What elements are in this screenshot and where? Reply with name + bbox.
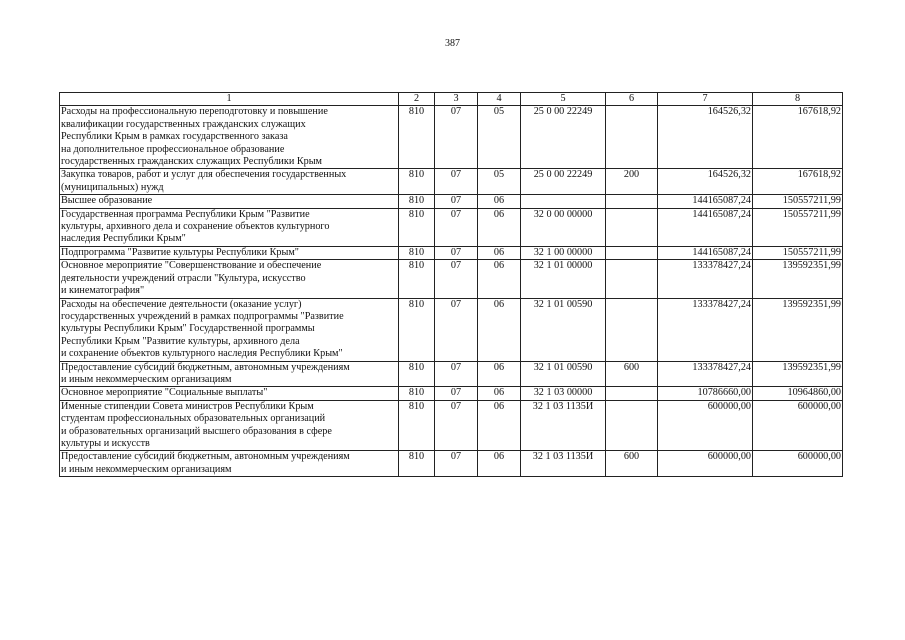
- row-expense-type-cell: [606, 195, 658, 208]
- row-amount-year2-cell: 600000,00: [753, 400, 843, 451]
- row-subsection-cell: 06: [478, 195, 521, 208]
- row-code-cell: 810: [399, 451, 435, 477]
- row-amount-year1-cell: 164526,32: [658, 169, 753, 195]
- row-amount-year1-cell: 144165087,24: [658, 208, 753, 246]
- row-amount-year2-cell: 150557211,99: [753, 208, 843, 246]
- row-amount-year1-cell: 600000,00: [658, 400, 753, 451]
- row-expense-type-cell: [606, 298, 658, 361]
- row-section-cell: 07: [435, 106, 478, 169]
- row-subsection-cell: 05: [478, 106, 521, 169]
- row-code-cell: 810: [399, 361, 435, 387]
- row-section-cell: 07: [435, 361, 478, 387]
- table-row: [60, 260, 843, 298]
- row-code-cell: 810: [399, 106, 435, 169]
- table-row: [60, 400, 843, 451]
- row-section-cell: 07: [435, 246, 478, 259]
- row-code-cell: 810: [399, 387, 435, 400]
- row-target-article-cell: 32 1 03 1135И: [521, 400, 606, 451]
- table-row: [60, 451, 843, 477]
- row-name-cell: Расходы на профессиональную переподготовку и повышение квалификации государственных гражданских служащих Республики Крым в рамках государственного заказа на дополнительное профессиональное образование государственных гражданских служащих Республики Крым: [60, 106, 399, 169]
- row-target-article-cell: 32 1 03 00000: [521, 387, 606, 400]
- row-amount-year2-cell: 139592351,99: [753, 260, 843, 298]
- row-expense-type-cell: 600: [606, 451, 658, 477]
- column-header-5: 5: [521, 93, 606, 106]
- row-subsection-cell: 06: [478, 260, 521, 298]
- row-amount-year1-cell: 600000,00: [658, 451, 753, 477]
- row-subsection-cell: 06: [478, 208, 521, 246]
- row-expense-type-cell: [606, 260, 658, 298]
- row-amount-year1-cell: 133378427,24: [658, 260, 753, 298]
- row-code-cell: 810: [399, 208, 435, 246]
- row-section-cell: 07: [435, 298, 478, 361]
- table-row: [60, 208, 843, 246]
- row-amount-year2-cell: 600000,00: [753, 451, 843, 477]
- row-code-cell: 810: [399, 195, 435, 208]
- table-body: [60, 106, 843, 477]
- row-section-cell: 07: [435, 195, 478, 208]
- row-target-article-cell: 32 1 01 00000: [521, 260, 606, 298]
- row-expense-type-cell: 600: [606, 361, 658, 387]
- row-name-cell: Закупка товаров, работ и услуг для обеспечения государственных (муниципальных) нужд: [60, 169, 399, 195]
- table-row: [60, 387, 843, 400]
- row-amount-year1-cell: 10786660,00: [658, 387, 753, 400]
- column-header-2: 2: [399, 93, 435, 106]
- row-code-cell: 810: [399, 246, 435, 259]
- row-subsection-cell: 06: [478, 400, 521, 451]
- column-header-1: 1: [60, 93, 399, 106]
- row-subsection-cell: 06: [478, 387, 521, 400]
- row-section-cell: 07: [435, 260, 478, 298]
- row-code-cell: 810: [399, 400, 435, 451]
- row-amount-year1-cell: 164526,32: [658, 106, 753, 169]
- row-amount-year2-cell: 139592351,99: [753, 298, 843, 361]
- row-amount-year2-cell: 150557211,99: [753, 195, 843, 208]
- row-section-cell: 07: [435, 169, 478, 195]
- column-header-7: 7: [658, 93, 753, 106]
- row-code-cell: 810: [399, 260, 435, 298]
- row-target-article-cell: [521, 195, 606, 208]
- table-row: [60, 298, 843, 361]
- row-subsection-cell: 06: [478, 246, 521, 259]
- row-amount-year2-cell: 150557211,99: [753, 246, 843, 259]
- row-amount-year1-cell: 144165087,24: [658, 246, 753, 259]
- row-name-cell: Высшее образование: [60, 195, 399, 208]
- row-name-cell: Именные стипендии Совета министров Республики Крым студентам профессиональных образовательных организаций и образовательных организаций высшего образования в сфере культуры и искусств: [60, 400, 399, 451]
- row-subsection-cell: 06: [478, 298, 521, 361]
- row-target-article-cell: 25 0 00 22249: [521, 169, 606, 195]
- row-expense-type-cell: 200: [606, 169, 658, 195]
- row-amount-year2-cell: 167618,92: [753, 106, 843, 169]
- row-target-article-cell: 32 1 03 1135И: [521, 451, 606, 477]
- row-target-article-cell: 32 0 00 00000: [521, 208, 606, 246]
- row-expense-type-cell: [606, 208, 658, 246]
- column-header-3: 3: [435, 93, 478, 106]
- row-name-cell: Государственная программа Республики Крым "Развитие культуры, архивного дела и сохранение объектов культурного наследия Республики Крым": [60, 208, 399, 246]
- table-row: [60, 361, 843, 387]
- row-expense-type-cell: [606, 246, 658, 259]
- table-header-row: [60, 93, 843, 106]
- row-amount-year1-cell: 144165087,24: [658, 195, 753, 208]
- row-section-cell: 07: [435, 208, 478, 246]
- row-amount-year1-cell: 133378427,24: [658, 298, 753, 361]
- row-section-cell: 07: [435, 387, 478, 400]
- row-subsection-cell: 06: [478, 361, 521, 387]
- row-section-cell: 07: [435, 400, 478, 451]
- column-header-6: 6: [606, 93, 658, 106]
- row-code-cell: 810: [399, 169, 435, 195]
- table-row: [60, 195, 843, 208]
- row-target-article-cell: 25 0 00 22249: [521, 106, 606, 169]
- row-name-cell: Предоставление субсидий бюджетным, автономным учреждениям и иным некоммерческим организациям: [60, 451, 399, 477]
- row-name-cell: Основное мероприятие "Социальные выплаты": [60, 387, 399, 400]
- table-row: [60, 246, 843, 259]
- row-name-cell: Основное мероприятие "Совершенствование и обеспечение деятельности учреждений отрасли "Культура, искусство и кинематография": [60, 260, 399, 298]
- row-name-cell: Предоставление субсидий бюджетным, автономным учреждениям и иным некоммерческим организациям: [60, 361, 399, 387]
- row-target-article-cell: 32 1 00 00000: [521, 246, 606, 259]
- row-expense-type-cell: [606, 387, 658, 400]
- row-expense-type-cell: [606, 400, 658, 451]
- budget-table: [59, 92, 843, 477]
- row-amount-year2-cell: 10964860,00: [753, 387, 843, 400]
- row-target-article-cell: 32 1 01 00590: [521, 298, 606, 361]
- row-section-cell: 07: [435, 451, 478, 477]
- row-amount-year2-cell: 139592351,99: [753, 361, 843, 387]
- row-amount-year2-cell: 167618,92: [753, 169, 843, 195]
- row-code-cell: 810: [399, 298, 435, 361]
- row-target-article-cell: 32 1 01 00590: [521, 361, 606, 387]
- table-row: [60, 106, 843, 169]
- row-name-cell: Расходы на обеспечение деятельности (оказание услуг) государственных учреждений в рамках подпрограммы "Развитие культуры Республики Крым" Государственной программы Республики Крым "Развитие культуры, архивного дела и сохранение объектов культурного наследия Республики Крым": [60, 298, 399, 361]
- row-subsection-cell: 05: [478, 169, 521, 195]
- row-expense-type-cell: [606, 106, 658, 169]
- page-number: 387: [445, 38, 460, 49]
- row-name-cell: Подпрограмма "Развитие культуры Республики Крым": [60, 246, 399, 259]
- row-subsection-cell: 06: [478, 451, 521, 477]
- table-row: [60, 169, 843, 195]
- column-header-8: 8: [753, 93, 843, 106]
- column-header-4: 4: [478, 93, 521, 106]
- row-amount-year1-cell: 133378427,24: [658, 361, 753, 387]
